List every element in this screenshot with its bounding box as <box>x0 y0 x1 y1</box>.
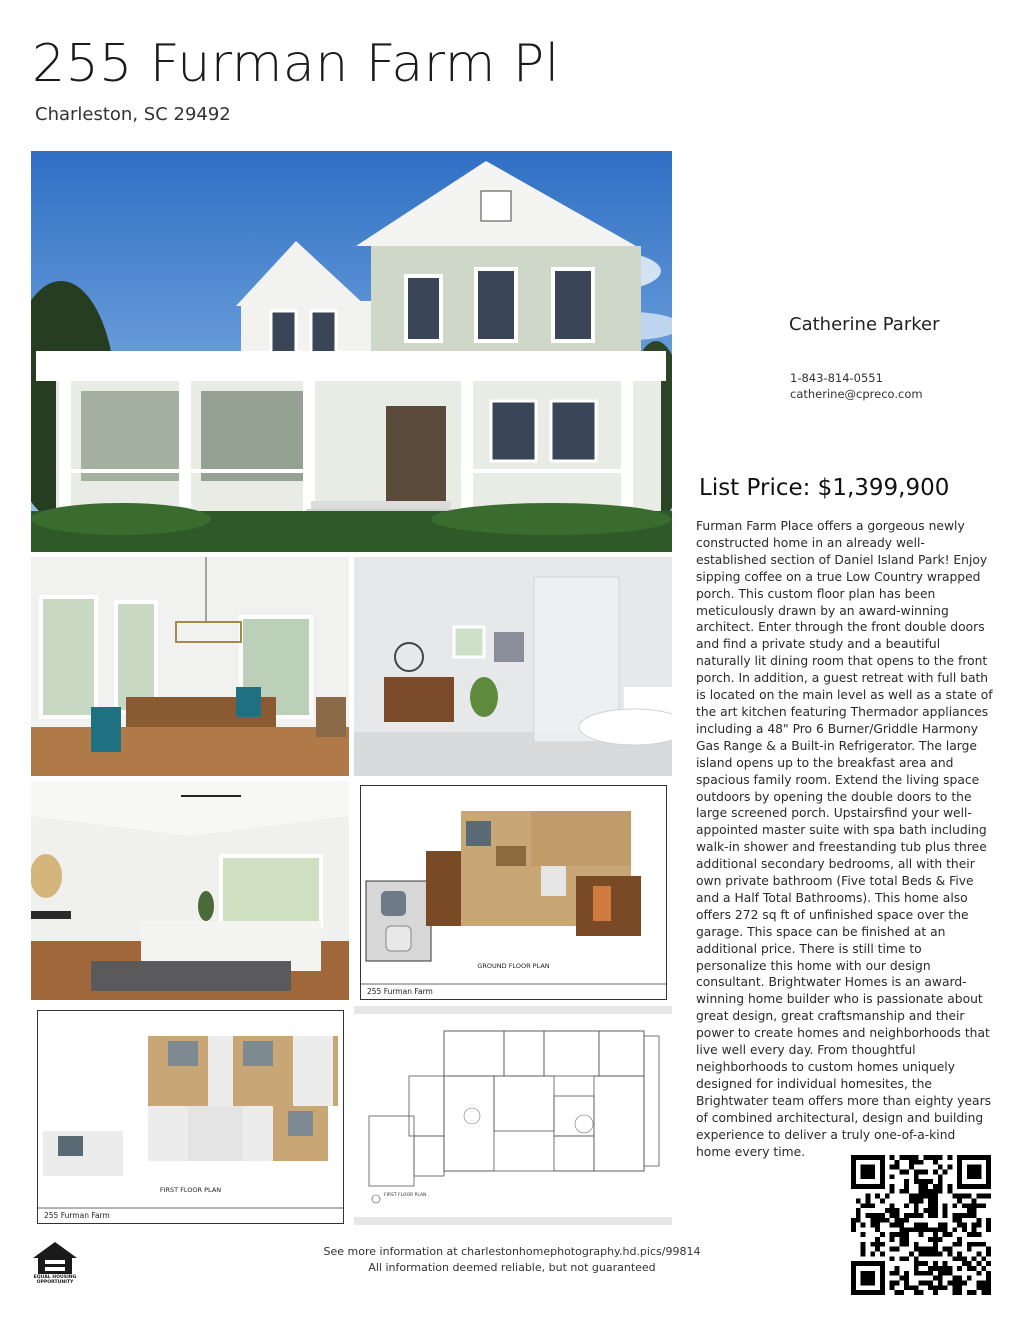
first-floor-plan <box>37 1010 344 1224</box>
listing-city: Charleston, SC 29492 <box>35 104 231 125</box>
exterior-photo <box>31 151 672 552</box>
ground-floor-plan <box>360 785 667 1000</box>
listing-address: 255 Furman Farm Pl <box>32 34 560 94</box>
list-price: List Price: $1,399,900 <box>699 475 950 501</box>
bathroom-photo <box>354 557 672 776</box>
dining-room-photo <box>31 557 349 776</box>
disclaimer: All information deemed reliable, but not guaranteed <box>368 1261 656 1274</box>
agent-email[interactable]: catherine@cpreco.com <box>790 387 923 401</box>
architectural-plan <box>354 1006 672 1225</box>
arch-plan-title: FIRST FLOOR PLAN <box>384 1193 427 1198</box>
agent-contact <box>790 370 923 402</box>
more-info-link[interactable]: See more information at charlestonhomephotography.hd.pics/99814 <box>323 1245 701 1258</box>
first-plan-caption: 255 Furman Farm <box>44 1211 110 1220</box>
ground-plan-title: GROUND FLOOR PLAN <box>477 962 550 970</box>
agent-name: Catherine Parker <box>789 314 940 335</box>
bedroom-photo <box>31 781 349 1000</box>
equal-housing-icon <box>30 1240 80 1286</box>
agent-phone[interactable]: 1-843-814-0551 <box>790 371 883 385</box>
first-plan-title: FIRST FLOOR PLAN <box>159 1186 222 1194</box>
listing-description: Furman Farm Place offers a gorgeous newly constructed home in an already well-established section of Daniel Island Park! Enjoy sipping coffee on a true Low Country wrapped porch. This custom floor plan has been meticulously drawn by an award-winning architect. Enter through the front double doors and find a private study and a beautiful naturally lit dining room that opens to the front porch. In addition, a guest retreat with full bath is located on the main level as well as a state of the art kitchen featuring Thermador appliances including a 48" Pro 6 Burner/Griddle Harmony Gas Range & a Built-in Refrigerator. The large island opens up to the breakfast area and spacious family room. Extend the living space outdoors by opening the double doors to the large screened porch. Upstairsfind your well-appointed master suite with spa bath including walk-in shower and freestanding tub plus three additional secondary bedrooms, all with their own private bathroom (Five total Beds & Five and a Half Total Bathrooms). This home also offers 272 sq ft of unfinished space over the garage. This space can be finished at an additional price. There is still time to personalize this home with our design consultant. Brightwater Homes is an award-winning home builder who is passionate about great design, great craftsmanship and their power to create homes and neighborhoods that live well every day. From thoughtful neighborhoods to custom homes uniquely designed for individual homesites, the Brightwater team offers more than eighty years of combined architectural, design and building experience to deliver a truly one-of-a-kind home every time. <box>696 519 993 1159</box>
qr-code-icon[interactable] <box>851 1155 991 1295</box>
ground-plan-caption: 255 Furman Farm <box>367 987 433 996</box>
equal-housing-text: EQUAL HOUSING OPPORTUNITY <box>33 1275 77 1285</box>
